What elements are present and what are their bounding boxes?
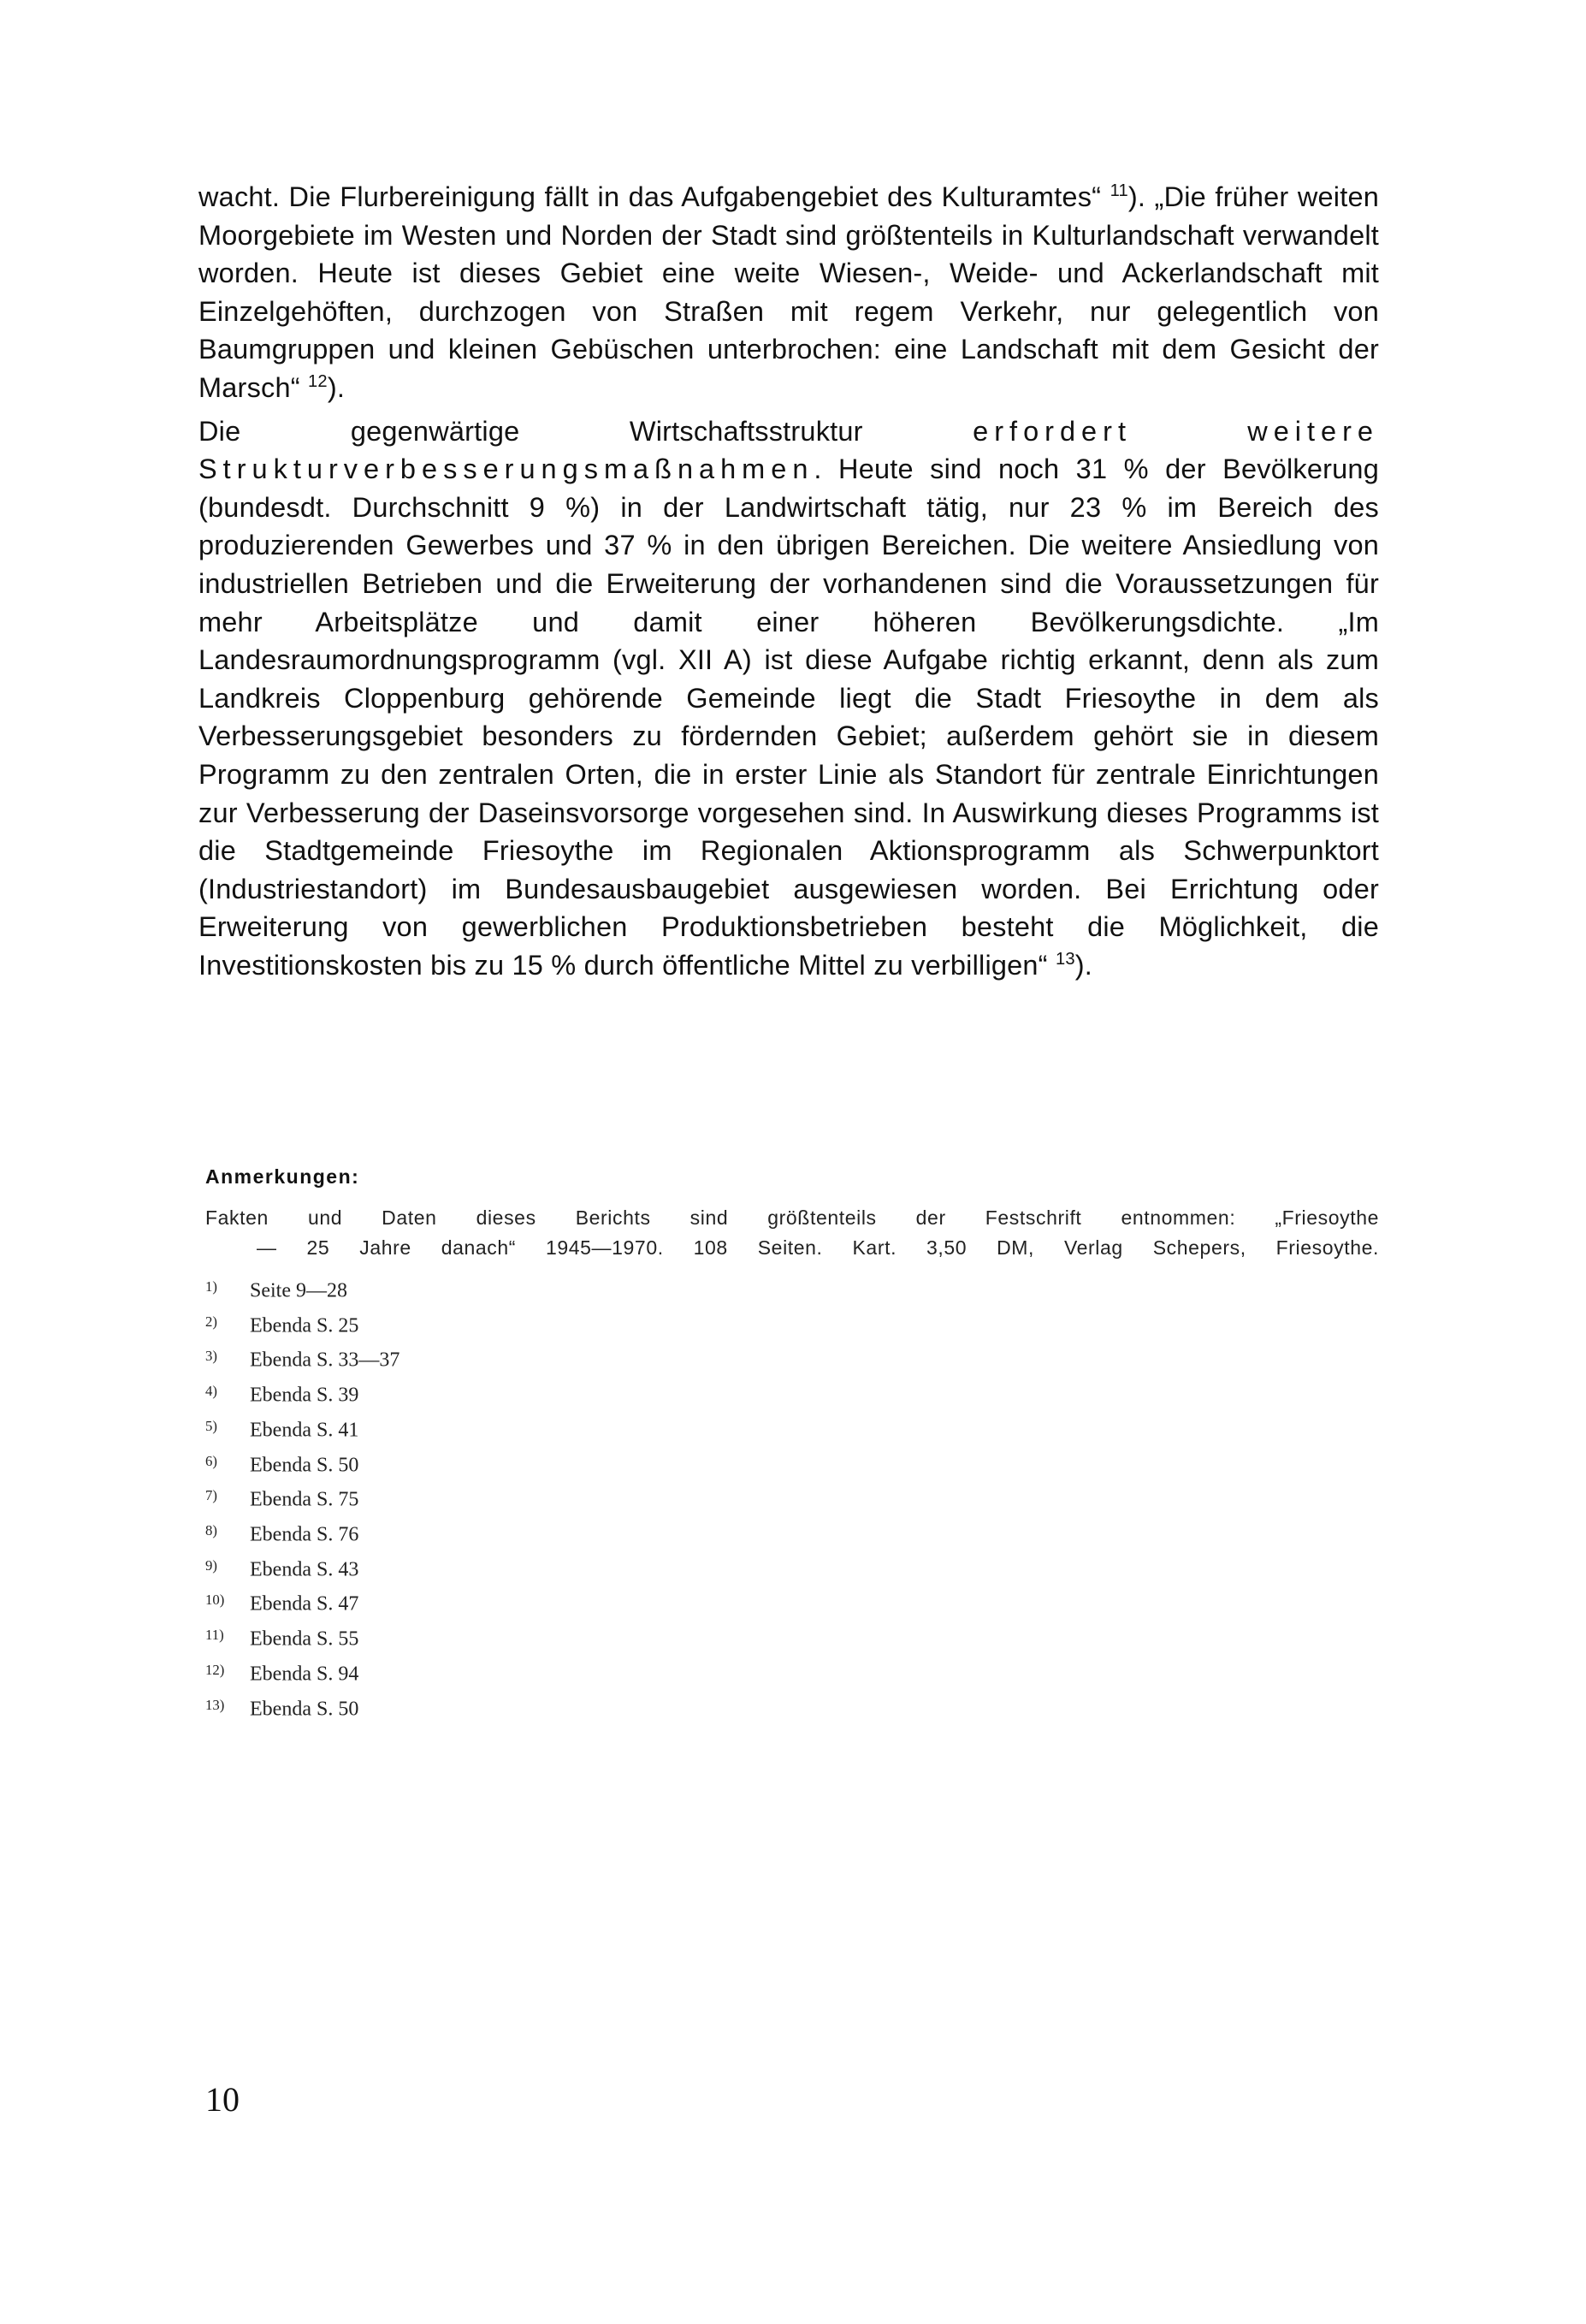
footnote-item: [205, 1515, 399, 1550]
footnote-text: Ebenda S. 50: [250, 1698, 359, 1721]
footnote-text: Ebenda S. 76: [250, 1523, 359, 1546]
footnote-number: 2): [205, 1313, 217, 1330]
footnote-item: [205, 1655, 399, 1690]
main-text: [198, 178, 1379, 984]
paragraph-2: [198, 412, 1379, 985]
footnote-item: [205, 1341, 399, 1376]
footnote-item: [205, 1272, 399, 1307]
footnote-item: [205, 1690, 399, 1725]
footnote-number: 8): [205, 1522, 217, 1539]
paragraph-2-text-b: . Heute sind noch 31 % der Bevölkerung (bundesdt. Durchschnitt 9 %) in der Landwirtschaft tätig, nur 23 % im Bereich des produzierenden Gewerbes und 37 % in den übrigen Bereichen. Die weitere Ansiedlung von industriellen Betrieben und die Erweiterung der vorhandenen sind die Voraussetzungen für mehr Arbeitsplätze und damit einer höheren Bevölkerungsdichte. „Im Landesraumordnungsprogramm (vgl. XII A) ist diese Aufgabe richtig erkannt, denn als zum Landkreis Cloppenburg gehörende Gemeinde liegt die Stadt Friesoythe in dem als Verbesserungsgebiet besonders zu fördernden Gebiet; außerdem gehört sie in diesem Programm zu den zentralen Orten, die in erster Linie als Standort für zentrale Einrichtungen zur Verbesserung der Daseinsvorsorge vorgesehen sind. In Auswirkung dieses Programms ist die Stadtgemeinde Friesoythe im Regionalen Aktionsprogramm als Schwerpunktort (Industriestandort) im Bundesausbaugebiet ausgewiesen worden. Bei Errichtung oder Erweiterung von gewerblichen Produktionsbetrieben besteht die Möglichkeit, die Investitionskosten bis zu 15 % durch öffentliche Mittel zu verbilligen“: [198, 454, 1379, 981]
paragraph-1-text-c: ).: [327, 371, 346, 403]
page-number: 10: [205, 2080, 240, 2119]
footnote-ref-12: 12: [308, 371, 328, 391]
footnote-item: [205, 1585, 399, 1620]
footnote-item: [205, 1376, 399, 1411]
footnote-number: 6): [205, 1452, 217, 1469]
footnote-text: Ebenda S. 55: [250, 1627, 359, 1651]
paragraph-2-emphasis: erfordert weitere Strukturverbesserungsmaßnahmen: [198, 415, 1379, 485]
footnote-text: Ebenda S. 75: [250, 1489, 359, 1512]
footnote-text: Ebenda S. 47: [250, 1593, 359, 1616]
notes-intro: [205, 1203, 1379, 1263]
footnote-item: [205, 1550, 399, 1586]
footnote-number: 10): [205, 1592, 225, 1609]
footnote-list: [205, 1272, 399, 1724]
footnote-text: Seite 9—28: [250, 1279, 347, 1302]
footnote-number: 9): [205, 1556, 217, 1574]
footnote-text: Ebenda S. 94: [250, 1663, 359, 1686]
notes-intro-line-2: — 25 Jahre danach“ 1945—1970. 108 Seiten. Kart. 3,50 DM, Verlag Schepers, Friesoythe.: [257, 1236, 1379, 1259]
paragraph-1-text-a: wacht. Die Flurbereinigung fällt in das Aufgabengebiet des Kulturamtes“: [198, 181, 1110, 212]
footnote-text: Ebenda S. 50: [250, 1454, 359, 1477]
footnote-number: 12): [205, 1661, 225, 1678]
footnote-item: [205, 1620, 399, 1655]
paragraph-1: [198, 178, 1379, 407]
footnote-item: [205, 1446, 399, 1481]
footnote-number: 3): [205, 1348, 217, 1365]
footnote-number: 1): [205, 1278, 217, 1295]
footnote-number: 5): [205, 1417, 217, 1434]
footnote-ref-11: 11: [1110, 181, 1128, 200]
footnote-number: 11): [205, 1627, 224, 1644]
footnote-number: 4): [205, 1383, 217, 1400]
footnote-text: Ebenda S. 39: [250, 1384, 359, 1407]
paragraph-1-text-b: ). „Die früher weiten Moorgebiete im Westen und Norden der Stadt sind größtenteils in Kulturlandschaft verwandelt worden. Heute ist dieses Gebiet eine weite Wiesen-, Weide- und Ackerlandschaft mit Einzelgehöften, durchzogen von Straßen mit regem Verkehr, nur gelegentlich von Baumgruppen und kleinen Gebüschen unterbrochen: eine Landschaft mit dem Gesicht der Marsch“: [198, 181, 1379, 403]
notes-intro-line-1: Fakten und Daten dieses Berichts sind größtenteils der Festschrift entnommen: „Friesoythe: [205, 1206, 1379, 1229]
paragraph-2-text-a: Die gegenwärtige Wirtschaftsstruktur: [198, 415, 973, 447]
footnote-number: 7): [205, 1487, 217, 1504]
footnote-number: 13): [205, 1696, 225, 1713]
footnote-text: Ebenda S. 33—37: [250, 1349, 400, 1372]
footnote-item: [205, 1307, 399, 1342]
footnote-item: [205, 1480, 399, 1515]
footnote-ref-13: 13: [1055, 949, 1075, 969]
footnote-text: Ebenda S. 43: [250, 1558, 359, 1581]
paragraph-2-text-c: ).: [1074, 949, 1093, 981]
notes-heading: Anmerkungen:: [205, 1165, 360, 1188]
footnote-text: Ebenda S. 41: [250, 1419, 359, 1442]
footnote-text: Ebenda S. 25: [250, 1314, 359, 1337]
footnote-item: [205, 1411, 399, 1446]
